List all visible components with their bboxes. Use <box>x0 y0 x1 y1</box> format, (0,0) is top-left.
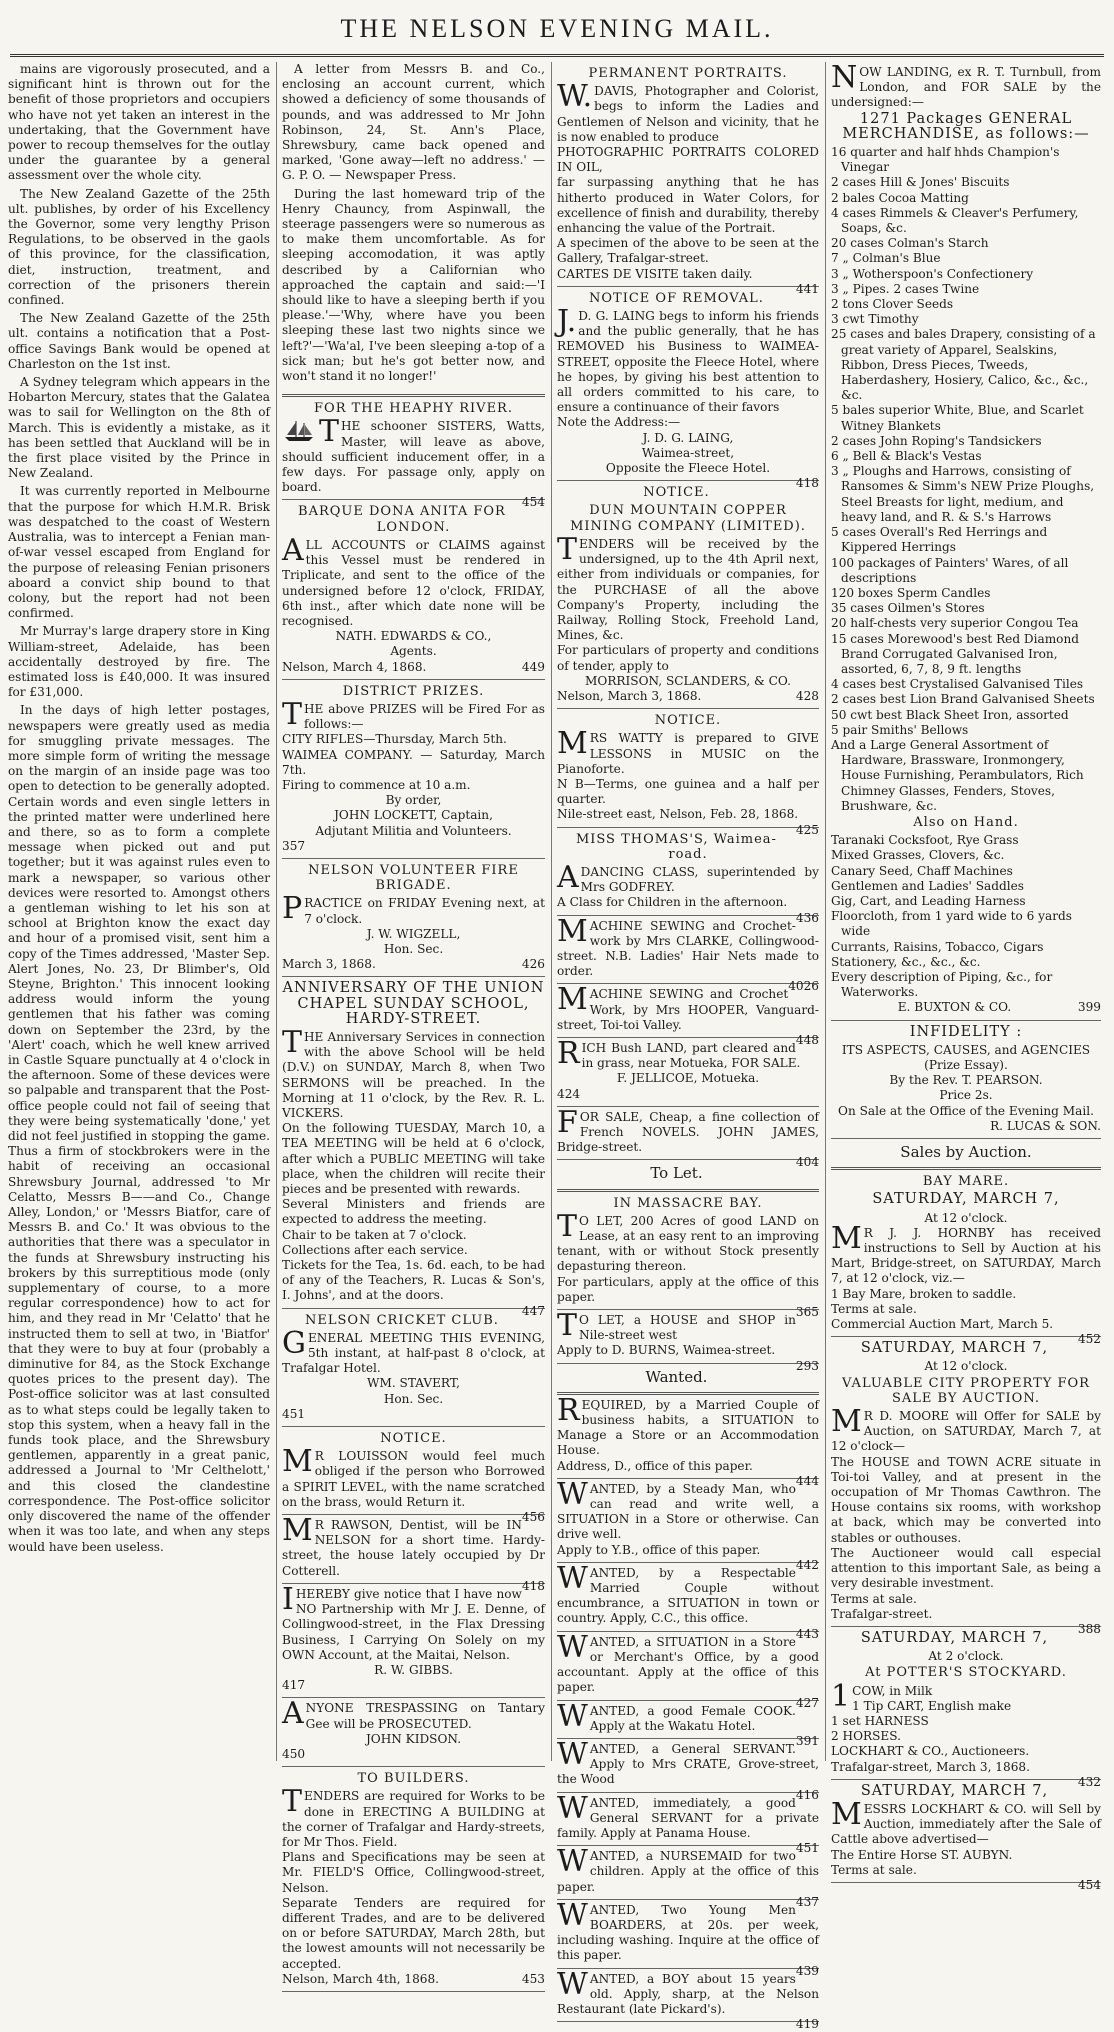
advert-number: 449 <box>521 659 545 674</box>
advert-footer <box>831 1000 1101 1015</box>
advert-line: Trafalgar-street. <box>831 1606 933 1621</box>
advert-subheading: At POTTER'S STOCKYARD. <box>865 1665 1067 1681</box>
news-paragraph: The New Zealand Gazette of the 25th ult. publishes, by order of his Excellency the Governor, some very lengthy Prison Regulations, to be observed in the gaols of this province, for the classification, diet, instruction, treatment, and correction of the prisoners therein confined. <box>8 186 270 308</box>
auction-advert <box>831 1170 1101 1347</box>
advert-line: Separate Tenders are required for different Trades, and are to be delivered on or before SATURDAY, March 28th, but the lowest amounts will not necessarily be accepted. <box>282 1895 545 1971</box>
advert-line: On the following TUESDAY, March 10, a TEA MEETING will be held at 6 o'clock, after which a PUBLIC MEETING will take place, when the children will recite their pieces and be presented with rewards. <box>282 1121 545 1197</box>
advert-foot: 417 <box>282 1678 306 1693</box>
advert-signature: Hon. Sec. <box>383 941 444 956</box>
merchandise-item: 120 boxes Sperm Candles <box>831 585 991 600</box>
advertisement <box>557 1897 819 1978</box>
advert-line: MR J. J. HORNBY has received instructions to Sell by Auction at his Mart, Bridge-street, on SATURDAY, March 7, at 12 o'clock, viz.— <box>831 1220 1101 1286</box>
advert-line: On Sale at the Office of the Evening Mail. <box>838 1103 1094 1118</box>
advertisement <box>557 1476 819 1572</box>
advert-line: ALL ACCOUNTS or CLAIMS against this Vessel must be rendered in Triplicate, and sent to the office of the undersigned before 12 o'clock, FRIDAY, 6th inst., after which date none will be recognised. <box>282 532 545 628</box>
merchandise-item: 2 cases Hill & Jones' Biscuits <box>831 175 1010 190</box>
advert-subheading: VALUABLE CITY PROPERTY FOR SALE BY AUCTION. <box>842 1375 1090 1406</box>
advert-line: PRACTICE on FRIDAY Evening next, at 7 o'clock. <box>282 891 545 927</box>
advert-heading: ANNIVERSARY OF THE UNION CHAPEL SUNDAY SCHOOL, HARDY-STREET. <box>282 980 545 1027</box>
advert-line: Note the Address:— <box>557 415 681 430</box>
advert-number: 453 <box>521 1971 545 1986</box>
merchandise-item: Gig, Cart, and Leading Harness <box>831 893 1026 908</box>
merchandise-item: Every description of Piping, &c., for Waterworks. <box>831 969 1053 1000</box>
news-paragraph: The New Zealand Gazette of the 25th ult. contains a notification that a Post-office Savings Bank would be opened at Charleston on the 1st inst. <box>8 311 270 371</box>
advert-heading: BARQUE DONA ANITA FOR LONDON. <box>298 504 506 535</box>
advert-line: TO LET, a HOUSE and SHOP in Nile-street west <box>557 1308 796 1344</box>
schooner-icon <box>282 419 316 443</box>
merchandise-advert <box>831 62 1101 1021</box>
merchandise-item: Canary Seed, Chaff Machines <box>831 863 1013 878</box>
advert-number: 416 <box>795 1787 819 1802</box>
merchandise-item: 2 cases best Lion Brand Galvanised Sheets <box>831 692 1095 707</box>
merchandise-item: Floorcloth, from 1 yard wide to 6 yards wide <box>831 909 1072 939</box>
advert-number: 419 <box>795 2017 819 2032</box>
advert-foot: Nelson, March 3, 1868. <box>557 688 702 703</box>
news-paragraph: In the days of high letter postages, newspapers were greatly used as media for smuggling private messages. The more simple form of writing the message on the margin of an inside page was too open to detection to be generally adopted. Certain words and even single letters in the printed matter were underlined here and there, so as to form a complete message when picked out and put together; but it was against rules even to mark a newspaper, so various other devices were resorted to. Amongst others a gentleman wishing to let his son at school at Brighton know the exact day and hour of a promised visit, sent him a copy of the Times addressed, 'Master Sep. Alert Jones, No. 23, Dr Blimber's, Old Steyne, Brighton.' This innocent looking address would inform the young gentlemen that his father was coming down on September the 23rd, by the 'Alert' coach, which he well knew arrived in Castle Square punctually at 4 o'clock in the afternoon. Some of these devices were so palpable and transparent that the Post-office people could not fail of seeing that they were being systematically 'done,' yet did not feel justified in stopping the game. Thus a firm of stockbrokers were in the habit of receiving an occasional Shrewsbury Journal, addressed 'to Mr Celatto, Messrs B——and Co., Change Alley, London,' or 'Messrs Biatfor, care of Messrs B. and Co.' It was obvious to the authorities that there was a speculator in the funds at Shrewsbury instructing his brokers by this surreptitious mode (only supplementary of course, to a more regular correspondence) how to act for him, and they read in Mr 'Celatto' that he instructed them to sell at two, in 'Biatfor' that they were to buy at four (probably a diminutive for 84, as the Stock Exchange quotes prices to the present day). The Post-office solicitor was at last consulted as to what steps could be legally taken to stop this system, when a heavy fall in the funds took place, and the Shrewsbury gentlemen, apparently in a great panic, addressed a Journal to 'Mr Celthelott,' and this closed the clandestine correspondence. The Post-office solicitor only discovered the name of the offender when it was too late, and when any steps would have been useless. <box>8 703 270 1554</box>
advertisement <box>557 1192 819 1320</box>
advert-heading: MISS THOMAS'S, Waimea-road. <box>575 831 777 862</box>
news-paragraph: mains are vigorously prosecuted, and a significant hint is thrown out for the benefit of those proprietors and occupiers who have not yet taken an interest in the undertaking, that the Government have power to recoup themselves for the outlay under the guarantee by a general assessment over the whole city. <box>8 62 270 183</box>
advert-heading: NOTICE. <box>380 1431 447 1447</box>
advert-number: 365 <box>795 1305 819 1320</box>
merchandise-item: 3 „ Wotherspoon's Confectionery <box>831 266 1034 281</box>
advert-line: MR RAWSON, Dentist, will be IN NELSON for a short time. Hardy-street, the house lately occupied by Dr Cotterell. <box>282 1513 545 1578</box>
advert-heading: NELSON VOLUNTEER FIRE BRIGADE. <box>308 862 519 894</box>
advert-line: WANTED, a SITUATION in a Store or Merchant's Office, by a good accountant. Apply at the office of this paper. <box>557 1629 819 1695</box>
advert-line: Nile-street east, Nelson, Feb. 28, 1868. <box>557 807 799 822</box>
advert-line: Several Ministers and friends are expected to address the meeting. <box>282 1197 545 1227</box>
advertisement <box>557 709 819 837</box>
advert-number: 447 <box>521 1303 545 1318</box>
advert-number: 4026 <box>788 979 819 994</box>
advert-signature: MORRISON, SCLANDERS, & CO. <box>585 673 791 688</box>
advertisement <box>557 1035 819 1107</box>
advertisement <box>557 1104 819 1170</box>
merchandise-item: 3 cwt Timothy <box>831 312 919 327</box>
advert-signature: Waimea-street, <box>641 445 735 460</box>
auction-advert <box>831 1337 1101 1636</box>
merchandise-item: 35 cases Oilmen's Stores <box>831 601 985 616</box>
merchandise-item: 15 cases Morewood's best Red Diamond Brand Corrugated Galvanised Iron, assorted, 6, 7, 8, 9 ft. lengths <box>831 631 1079 676</box>
advert-line: 1 Tip CART, English make <box>852 1698 1012 1713</box>
advert-line: W.DAVIS, Photographer and Colorist, begs to inform the Ladies and Gentlemen of Nelson and vicinity, that he is now enabled to produce <box>557 79 819 144</box>
advert-line: 1 set HARNESS <box>831 1713 929 1728</box>
advert-heading: FOR THE HEAPHY RIVER. <box>314 401 513 417</box>
news-paragraph: A Sydney telegram which appears in the Hobarton Mercury, states that the Galatea was to sail for Wellington on the 8th of March. This is evidently a mistake, as it has been settled that Auckland will be in the first place visited by the Prince in New Zealand. <box>8 375 270 481</box>
advert-heading: INFIDELITY : <box>909 1023 1023 1040</box>
advert-footer <box>282 1407 545 1422</box>
advert-signature: Agents. <box>390 644 437 659</box>
advertisement <box>557 481 819 709</box>
merchandise-item: 5 bales superior White, Blue, and Scarlet Witney Blankets <box>831 403 1084 433</box>
auction-time: At 12 o'clock. <box>924 1210 1008 1225</box>
advert-line: GENERAL MEETING THIS EVENING, 5th instant, at half-past 8 o'clock, at Trafalgar Hotel. <box>282 1325 545 1376</box>
section-wrap <box>557 1160 819 1191</box>
advert-heading: BAY MARE. <box>922 1174 1010 1190</box>
advert-line: MACHINE SEWING and Crochet Work, by Mrs HOOPER, Vanguard-street, Toi-toi Valley. <box>557 982 819 1032</box>
advert-footer <box>282 957 545 972</box>
advertisement <box>557 913 819 994</box>
advert-line: THE above PRIZES will be Fired For as follows:— <box>282 696 545 732</box>
advert-line: Terms at sale. <box>831 1301 917 1316</box>
advert-line: Terms at sale. <box>831 1591 917 1606</box>
advert-line: MACHINE SEWING and Crochet-work by Mrs CLARKE, Collingwood-street. N.B. Ladies' Hair Nets made to order. <box>557 913 819 979</box>
advert-number: 388 <box>1077 1621 1101 1636</box>
advert-line: 1 Bay Mare, broken to saddle. <box>831 1286 1017 1301</box>
advert-number: 418 <box>521 1578 545 1593</box>
advert-number: 432 <box>1077 1774 1101 1789</box>
advert-signature: JOHN KIDSON. <box>365 1731 462 1746</box>
advert-line: Address, D., office of this paper. <box>557 1458 753 1473</box>
section-wrap <box>557 1364 819 1395</box>
advert-line: Apply to D. BURNS, Waimea-street. <box>557 1343 776 1358</box>
column-4-ads <box>831 60 1101 1892</box>
advert-line: WANTED, a good Female COOK. Apply at the Wakatu Hotel. <box>557 1698 796 1734</box>
merchandise-item: 100 packages of Painters' Wares, of all descriptions <box>831 555 1069 585</box>
advert-line: WANTED, by a Steady Man, who can read and write well, a SITUATION in a Store or otherwise. Can drive well. <box>557 1476 819 1542</box>
advert-line: FOR SALE, Cheap, a fine collection of French NOVELS. JOHN JAMES, Bridge-street. <box>557 1104 819 1155</box>
advert-foot: 451 <box>282 1406 306 1421</box>
advert-number: 399 <box>1077 1000 1101 1015</box>
advert-line: A Class for Children in the afternoon. <box>557 895 788 910</box>
advert-number: 443 <box>795 1626 819 1641</box>
merchandise-item: Gentlemen and Ladies' Saddles <box>831 878 1024 893</box>
advertisement <box>557 1844 819 1909</box>
advert-number: 426 <box>521 957 545 972</box>
advert-signature: E. BUXTON & CO. <box>897 1000 1012 1015</box>
advert-number: 293 <box>795 1358 819 1373</box>
advert-number: 436 <box>795 910 819 925</box>
advertisement <box>557 1790 819 1856</box>
advertisement <box>282 1581 545 1698</box>
advert-line: Apply to Y.B., office of this paper. <box>557 1542 761 1557</box>
advert-heading: NOTICE. <box>654 713 722 729</box>
advert-line: WANTED, a NURSEMAID for two children. Apply at the office of this paper. <box>557 1844 819 1894</box>
advertisement <box>557 982 819 1047</box>
advert-heading: NOTICE OF REMOVAL. <box>589 290 764 306</box>
advert-footer <box>282 660 545 675</box>
section-wrap <box>831 1139 1101 1170</box>
advert-number: 391 <box>795 1733 819 1748</box>
advert-footer <box>282 1747 545 1762</box>
column-divider <box>276 62 277 1761</box>
advertisement <box>282 1513 545 1593</box>
advert-line: MRS WATTY is prepared to GIVE LESSONS in MUSIC on the Pianoforte. <box>557 726 819 776</box>
section-heading: Wanted. <box>645 1367 708 1386</box>
column-2-news-and-ads <box>282 62 545 1986</box>
advert-line: LOCKHART & CO., Auctioneers. <box>831 1744 1030 1759</box>
advert-line: PHOTOGRAPHIC PORTRAITS COLORED IN OIL, <box>557 145 819 175</box>
advertisement <box>282 1767 545 1992</box>
advert-line: NOW LANDING, ex R. T. Turnbull, from London, and FOR SALE by the undersigned:— <box>831 60 1101 110</box>
advertisement <box>557 1966 819 2032</box>
advertisement <box>557 287 819 491</box>
masthead-rule <box>10 54 1104 57</box>
advert-line: far surpassing anything that he has hitherto produced in Water Colors, for excellence of finish and durability, thereby enhancing the value of the Portrait. <box>557 175 819 236</box>
advert-line: 1COW, in Milk <box>831 1678 933 1714</box>
auction-date: SATURDAY, MARCH 7, <box>872 1191 1060 1208</box>
advertisement <box>557 1560 819 1641</box>
advert-line: THE Anniversary Services in connection with the above School will be held (D.V.) on SUNDAY, March 8, when Two SERMONS will be preached. In the Morning at 11 o'clock, by the Rev. R. L. VICKERS. <box>282 1024 545 1120</box>
advert-number: 425 <box>795 822 819 837</box>
merchandise-item: 20 half-chests very superior Congou Tea <box>831 616 1079 631</box>
advertisement <box>282 859 545 977</box>
advertisement <box>282 680 545 859</box>
advert-line: MESSRS LOCKHART & CO. will Sell by Auction, immediately after the Sale of Cattle above advertised— <box>831 1796 1101 1847</box>
advert-number: 428 <box>795 688 819 703</box>
advert-line: ITS ASPECTS, CAUSES, and AGENCIES (Prize Essay). <box>841 1042 1091 1072</box>
advert-line: N B—Terms, one guinea and a half per quarter. <box>557 776 819 807</box>
advert-footer <box>557 1087 819 1102</box>
advertisement <box>557 828 819 925</box>
merchandise-item: Stationery, &c., &c., &c. <box>831 954 981 969</box>
advert-line: The Entire Horse ST. AUBYN. <box>831 1847 1013 1862</box>
column-1-news <box>8 62 270 1761</box>
advertisement <box>557 1629 819 1710</box>
advert-number: 451 <box>795 1841 819 1856</box>
advert-line: Terms at sale. <box>831 1862 917 1877</box>
advert-signature: JOHN LOCKETT, Captain, <box>334 808 493 823</box>
advert-foot: 424 <box>557 1086 581 1101</box>
news-paragraph: During the last homeward trip of the Henry Chauncy, from Aspinwall, the steerage passengers were so numerous as to make them uncomfortable. As for sleeping accomodation, it was aptly described by a Californian who approached the captain and said:—'I should like to have a sleeping berth if you please.'—'Why, where have you been sleeping these last two nights since we left?'—'Wa'al, I've been sleeping a-top of a sick man; but he's got better now, and won't stand it no longer!' <box>282 186 545 384</box>
advert-heading: IN MASSACRE BAY. <box>613 1195 763 1211</box>
masthead: THE NELSON EVENING MAIL. <box>340 14 774 43</box>
column-divider <box>551 62 552 1761</box>
advert-number: 448 <box>795 1032 819 1047</box>
advert-line: Commercial Auction Mart, March 5. <box>831 1317 1054 1332</box>
advert-line: The HOUSE and TOWN ACRE situate in Toi-toi Valley, and at present in the occupation of Mr Thomas Cawthron. The House contains six rooms, with workshop at back, which may be converted into stables or outhouses. <box>831 1454 1101 1545</box>
merchandise-item: 4 cases best Crystalised Galvanised Tiles <box>831 677 1084 692</box>
merchandise-item: Mixed Grasses, Clovers, &c. <box>831 848 1005 863</box>
section-heading: Sales by Auction. <box>900 1143 1032 1162</box>
advert-line: CARTES DE VISITE taken daily. <box>557 266 753 281</box>
advert-signature: R. W. GIBBS. <box>374 1662 453 1677</box>
advertisement <box>282 1427 545 1525</box>
advert-line: ADANCING CLASS, superintended by Mrs GODFREY. <box>557 859 819 895</box>
advert-subheading: DUN MOUNTAIN COPPER MINING COMPANY (LIMITED). <box>570 503 806 534</box>
advert-signature: J. D. G. LAING, <box>642 430 734 445</box>
advert-heading: NOTICE. <box>643 485 710 501</box>
advert-line: TENDERS are required for Works to be done in ERECTING A BUILDING at the corner of Trafalgar and Hardy-streets, for Mr Thos. Field. <box>282 1784 545 1849</box>
advert-line: For particulars, apply at the office of this paper. <box>557 1274 819 1304</box>
merchandise-item: 3 „ Pipes. 2 cases Twine <box>831 281 980 296</box>
advertisement <box>557 62 819 296</box>
advert-foot: 450 <box>282 1746 306 1761</box>
advert-line: IHEREBY give notice that I have now NO Partnership with Mr J. E. Denne, of Collingwood-street, in the Flax Dressing Business, I Carrying On Solely on my OWN Account, at the Maitai, Nelson. <box>282 1581 545 1662</box>
advert-number: 442 <box>795 1557 819 1572</box>
advert-line: WANTED, a BOY about 15 years old. Apply, sharp, at the Nelson Restaurant (late Pickard's). <box>557 1966 819 2016</box>
merchandise-item: 6 „ Bell & Black's Vestas <box>831 449 982 464</box>
advert-heading: DISTRICT PRIZES. <box>342 683 485 699</box>
advert-line: Price 2s. <box>939 1088 993 1103</box>
advert-line: WANTED, a General SERVANT. Apply to Mrs CRATE, Grove-street, the Wood <box>557 1736 819 1787</box>
merchandise-item: 16 quarter and half hhds Champion's Vinegar <box>831 145 1060 175</box>
merchandise-item: 2 bales Cocoa Matting <box>831 190 969 205</box>
advert-number: 454 <box>1077 1877 1101 1892</box>
advertisement <box>282 397 545 510</box>
advert-line: J.D. G. LAING begs to inform his friends and the public generally, that he has REMOVED his Business to WAIMEA-STREET, opposite the Fleece Hotel, where he hopes, by giving his best attention to all orders committed to his care, to ensure a continuance of their favors <box>557 304 819 415</box>
advert-foot: Nelson, March 4th, 1868. <box>282 1971 440 1986</box>
advert-line: THE schooner SISTERS, Watts, Master, will leave as above, should sufficient inducement offer, in a few days. For passage only, apply on board. <box>282 414 545 495</box>
advertisement <box>557 1698 819 1748</box>
advert-line: A specimen of the above to be seen at the Gallery, Trafalgar-street. <box>557 236 819 266</box>
advert-line: TENDERS will be received by the undersigned, up to the 4th April next, either from individuals or companies, for the PURCHASE of all the above Company's Property, including the Railway, Rolling Stock, Freehold Land, Mines, &c. <box>557 531 819 643</box>
merchandise-item: Currants, Raisins, Tobacco, Cigars <box>831 939 1044 954</box>
advert-line: WAIMEA COMPANY. — Saturday, March 7th. <box>282 747 545 777</box>
advert-heading: 1271 Packages GENERAL MERCHANDISE, as follows:— <box>842 110 1090 142</box>
advert-subheading: Also on Hand. <box>913 814 1019 830</box>
advert-line: The Auctioneer would call especial attention to this important Sale, as being a very desirable investment. <box>831 1545 1101 1591</box>
merchandise-item: 2 cases John Roping's Tandsickers <box>831 433 1042 448</box>
auction-advert <box>831 1780 1101 1892</box>
merchandise-item: Taranaki Cocksfoot, Rye Grass <box>831 833 1019 848</box>
advert-line: CITY RIFLES—Thursday, March 5th. <box>282 732 507 747</box>
merchandise-item: 2 tons Clover Seeds <box>831 297 954 312</box>
advert-signature: By order, <box>385 793 442 808</box>
advert-signature: J. W. WIGZELL, <box>366 926 461 941</box>
advert-line: Chair to be taken at 7 o'clock. <box>282 1227 467 1242</box>
advert-signature: WM. STAVERT, <box>367 1376 460 1391</box>
advert-line: 2 HORSES. <box>831 1729 901 1744</box>
advert-line: By the Rev. T. PEARSON. <box>889 1073 1043 1088</box>
advert-line: Plans and Specifications may be seen at Mr. FIELD'S Office, Collingwood-street, Nelson. <box>282 1850 545 1895</box>
advert-line: WANTED, by a Respectable Married Couple without encumbrance, a SITUATION in town or country. Apply, C.C., this office. <box>557 1560 819 1626</box>
advert-line: For particulars of property and conditions of tender, apply to <box>557 643 819 673</box>
auction-time: At 12 o'clock. <box>924 1359 1008 1374</box>
advert-signature: Opposite the Fleece Hotel. <box>605 461 771 476</box>
advert-heading: PERMANENT PORTRAITS. <box>588 66 788 81</box>
merchandise-item: And a Large General Assortment of Hardware, Brassware, Ironmongery, House Furnishing, Perambulators, Rich Chimney Glasses, Fenders, Stoves, Brushware, &c. <box>831 737 1084 813</box>
advertisement <box>282 1309 545 1427</box>
auction-date: SATURDAY, MARCH 7, <box>860 1782 1049 1799</box>
auction-date: SATURDAY, MARCH 7, <box>860 1340 1049 1357</box>
advert-foot: Nelson, March 4, 1868. <box>282 659 427 674</box>
advertisement <box>282 977 545 1318</box>
merchandise-item: 5 pair Smiths' Bellows <box>831 722 969 737</box>
infidelity-advert <box>831 1021 1101 1139</box>
auction-date: SATURDAY, MARCH 7, <box>860 1629 1049 1646</box>
merchandise-item: 50 cwt best Black Sheet Iron, assorted <box>831 707 1069 722</box>
advertisement <box>557 1392 819 1488</box>
auction-advert <box>831 1627 1101 1789</box>
advert-line: Trafalgar-street, March 3, 1868. <box>831 1759 1030 1774</box>
advert-number: 444 <box>795 1473 819 1488</box>
advert-line: ANYONE TRESPASSING on Tantary Gee will be PROSECUTED. <box>282 1696 545 1732</box>
merchandise-item: 4 cases Rimmels & Cleaver's Perfumery, Soaps, &c. <box>831 205 1079 236</box>
advert-signature: Adjutant Militia and Volunteers. <box>315 823 512 838</box>
advertisement <box>557 1308 819 1373</box>
advert-signature: F. JELLICOE, Motueka. <box>616 1071 760 1086</box>
advertisement <box>557 1736 819 1802</box>
advert-number: 404 <box>795 1155 819 1170</box>
advert-line: WANTED, Two Young Men BOARDERS, at 20s. per week, including washing. Inquire at the office of this paper. <box>557 1897 819 1963</box>
advert-signature: Hon. Sec. <box>383 1391 444 1406</box>
advert-number: 427 <box>795 1695 819 1710</box>
merchandise-item: 5 cases Overall's Red Herrings and Kippered Herrings <box>831 525 1048 555</box>
advert-line: RICH Bush LAND, part cleared and in grass, near Motueka, FOR SALE. <box>557 1035 801 1071</box>
advert-line: WANTED, immediately, a good General SERVANT for a private family. Apply at Panama House. <box>557 1790 819 1840</box>
advert-footer <box>557 689 819 704</box>
advert-line: REQUIRED, by a Married Couple of business habits, a SITUATION to Manage a Store or an Accommodation House. <box>557 1392 819 1458</box>
advert-footer <box>282 1972 545 1987</box>
advert-number: 418 <box>795 476 819 491</box>
advert-foot: 357 <box>282 838 306 853</box>
merchandise-item: 3 „ Ploughs and Harrows, consisting of Ransomes & Simm's NEW Prize Ploughs, Steel Breasts for light, medium, and heavy land, and R. & S.'s Harrows <box>831 464 1095 524</box>
advert-heading: NELSON CRICKET CLUB. <box>305 1312 499 1328</box>
advert-signature: NATH. EDWARDS & CO., <box>335 629 492 644</box>
news-paragraph: It was currently reported in Melbourne that the purpose for which H.M.R. Brisk was despatched to the coast of Western Australia, was to intercept a Fenian man-of-war vessel escaped from England for the purpose of releasing Fenian prisoners aboard a convict ship bound to that colony, but the report had not been confirmed. <box>8 484 270 621</box>
advert-line: MR D. MOORE will Offer for SALE by Auction, on SATURDAY, March 7, at 12 o'clock— <box>831 1404 1101 1454</box>
column-divider <box>825 62 826 1761</box>
section-heading: To Let. <box>650 1164 703 1183</box>
news-paragraph: A letter from Messrs B. and Co., enclosing an account current, which showed a deficiency of some thousands of pounds, and was addressed to Mr John Robinson, 24, St. Ann's Place, Shrewsbury, came back opened and marked, 'Gone away—left no address.' — G. P. O. — Newspaper Press. <box>282 62 545 183</box>
auction-time: At 2 o'clock. <box>928 1649 1004 1664</box>
merchandise-item: 7 „ Colman's Blue <box>831 251 941 266</box>
advert-line: Firing to commence at 10 a.m. <box>282 777 471 792</box>
merchandise-item: 25 cases and bales Drapery, consisting of a great variety of Apparel, Sealskins, Ribbon, Dress Pieces, Tweeds, Haberdashery, Hosiery, Calico, &c., &c., &c. <box>831 327 1096 403</box>
advert-number: 454 <box>521 495 545 510</box>
advert-number: 439 <box>795 1963 819 1978</box>
advertisement <box>282 1698 545 1767</box>
advert-number: 437 <box>795 1894 819 1909</box>
column-3-ads <box>557 62 819 2032</box>
advertisement <box>282 500 545 679</box>
advert-foot: March 3, 1868. <box>282 957 376 972</box>
advert-line: MR LOUISSON would feel much obliged if the person who Borrowed a SPIRIT LEVEL, with the name scratched on the brass, would Return it. <box>282 1444 545 1509</box>
separator <box>282 387 545 397</box>
advert-signature: R. LUCAS & SON. <box>990 1118 1101 1133</box>
advert-footer <box>282 839 545 854</box>
advert-footer <box>282 1678 545 1693</box>
advert-line: Tickets for the Tea, 1s. 6d. each, to be had of any of the Teachers, R. Lucas & Son's, I. Johns', and at the doors. <box>282 1258 545 1303</box>
advert-number: 456 <box>521 1510 545 1525</box>
merchandise-item: 20 cases Colman's Starch <box>831 236 989 251</box>
advert-number: 441 <box>795 281 819 296</box>
advert-number: 452 <box>1077 1332 1101 1347</box>
news-paragraph: Mr Murray's large drapery store in King William-street, Adelaide, has been accidentally destroyed by fire. The estimated loss is £40,000. It was insured for £31,000. <box>8 624 270 700</box>
advert-line: Collections after each service. <box>282 1242 468 1257</box>
advert-heading: TO BUILDERS. <box>357 1771 470 1787</box>
advert-line: TO LET, 200 Acres of good LAND on Lease, at an easy rent to an improving tenant, with or without Stock presently depasturing thereon. <box>557 1208 819 1274</box>
